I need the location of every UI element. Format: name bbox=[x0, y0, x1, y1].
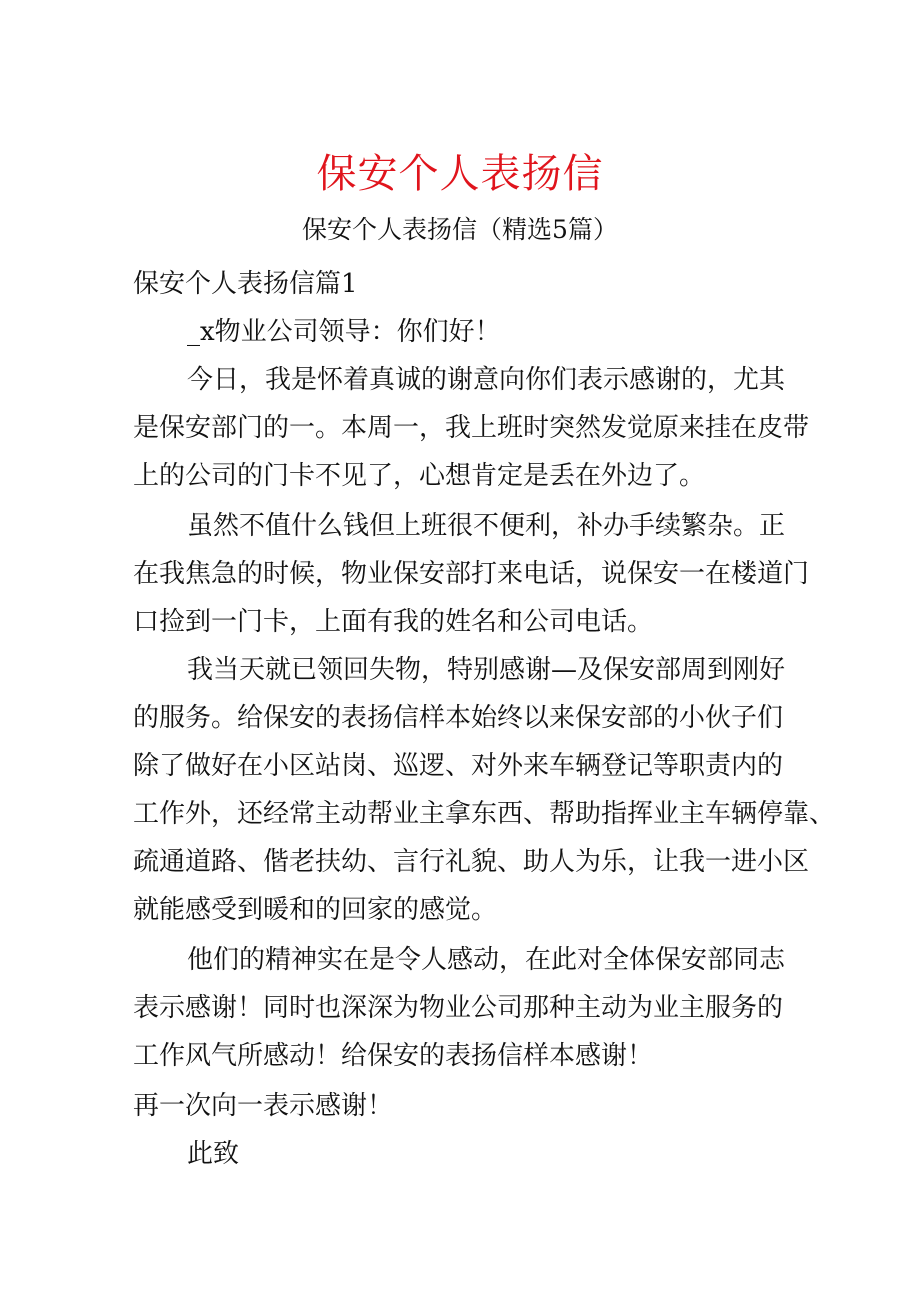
paragraph-line: 是保安部门的一。本周一，我上班时突然发觉原来挂在皮带 bbox=[133, 413, 810, 443]
paragraph-line: 就能感受到暖和的回家的感觉。 bbox=[133, 895, 498, 925]
paragraph-line: 再一次向一表示感谢！ bbox=[133, 1091, 394, 1121]
paragraph-line: 虽然不值什么钱但上班很不便利，补办手续繁杂。正 bbox=[187, 511, 786, 541]
paragraph-line: 我当天就已领回失物，特别感谢—及保安部周到刚好 bbox=[187, 655, 786, 685]
section-heading: 保安个人表扬信篇1 bbox=[133, 269, 358, 299]
paragraph-line: 他们的精神实在是令人感动，在此对全体保安部同志 bbox=[187, 945, 786, 975]
paragraph-line: 工作风气所感动！给保安的表扬信样本感谢！ bbox=[133, 1041, 654, 1071]
document-title: 保安个人表扬信 bbox=[316, 151, 604, 197]
paragraph-line: 口捡到一门卡，上面有我的姓名和公司电话。 bbox=[133, 607, 654, 637]
paragraph-line: 疏通道路、偕老扶幼、言行礼貌、助人为乐，让我一进小区 bbox=[133, 847, 810, 877]
salutation: _x物业公司领导：你们好！ bbox=[187, 317, 501, 347]
document-subtitle: 保安个人表扬信（精选5篇） bbox=[302, 215, 618, 244]
closing-line: 此致 bbox=[187, 1139, 240, 1169]
paragraph-line: 今日，我是怀着真诚的谢意向你们表示感谢的，尤其 bbox=[187, 365, 786, 395]
paragraph-line: 在我焦急的时候，物业保安部打来电话，说保安一在楼道门 bbox=[133, 559, 810, 589]
paragraph-line: 除了做好在小区站岗、巡逻、对外来车辆登记等职责内的 bbox=[133, 751, 784, 781]
paragraph-line: 工作外，还经常主动帮业主拿东西、帮助指挥业主车辆停靠、 bbox=[133, 799, 836, 829]
paragraph-line: 的服务。给保安的表扬信样本始终以来保安部的小伙子们 bbox=[133, 703, 784, 733]
paragraph-line: 表示感谢！同时也深深为物业公司那种主动为业主服务的 bbox=[133, 993, 784, 1023]
paragraph-line: 上的公司的门卡不见了，心想肯定是丢在外边了。 bbox=[133, 461, 706, 491]
